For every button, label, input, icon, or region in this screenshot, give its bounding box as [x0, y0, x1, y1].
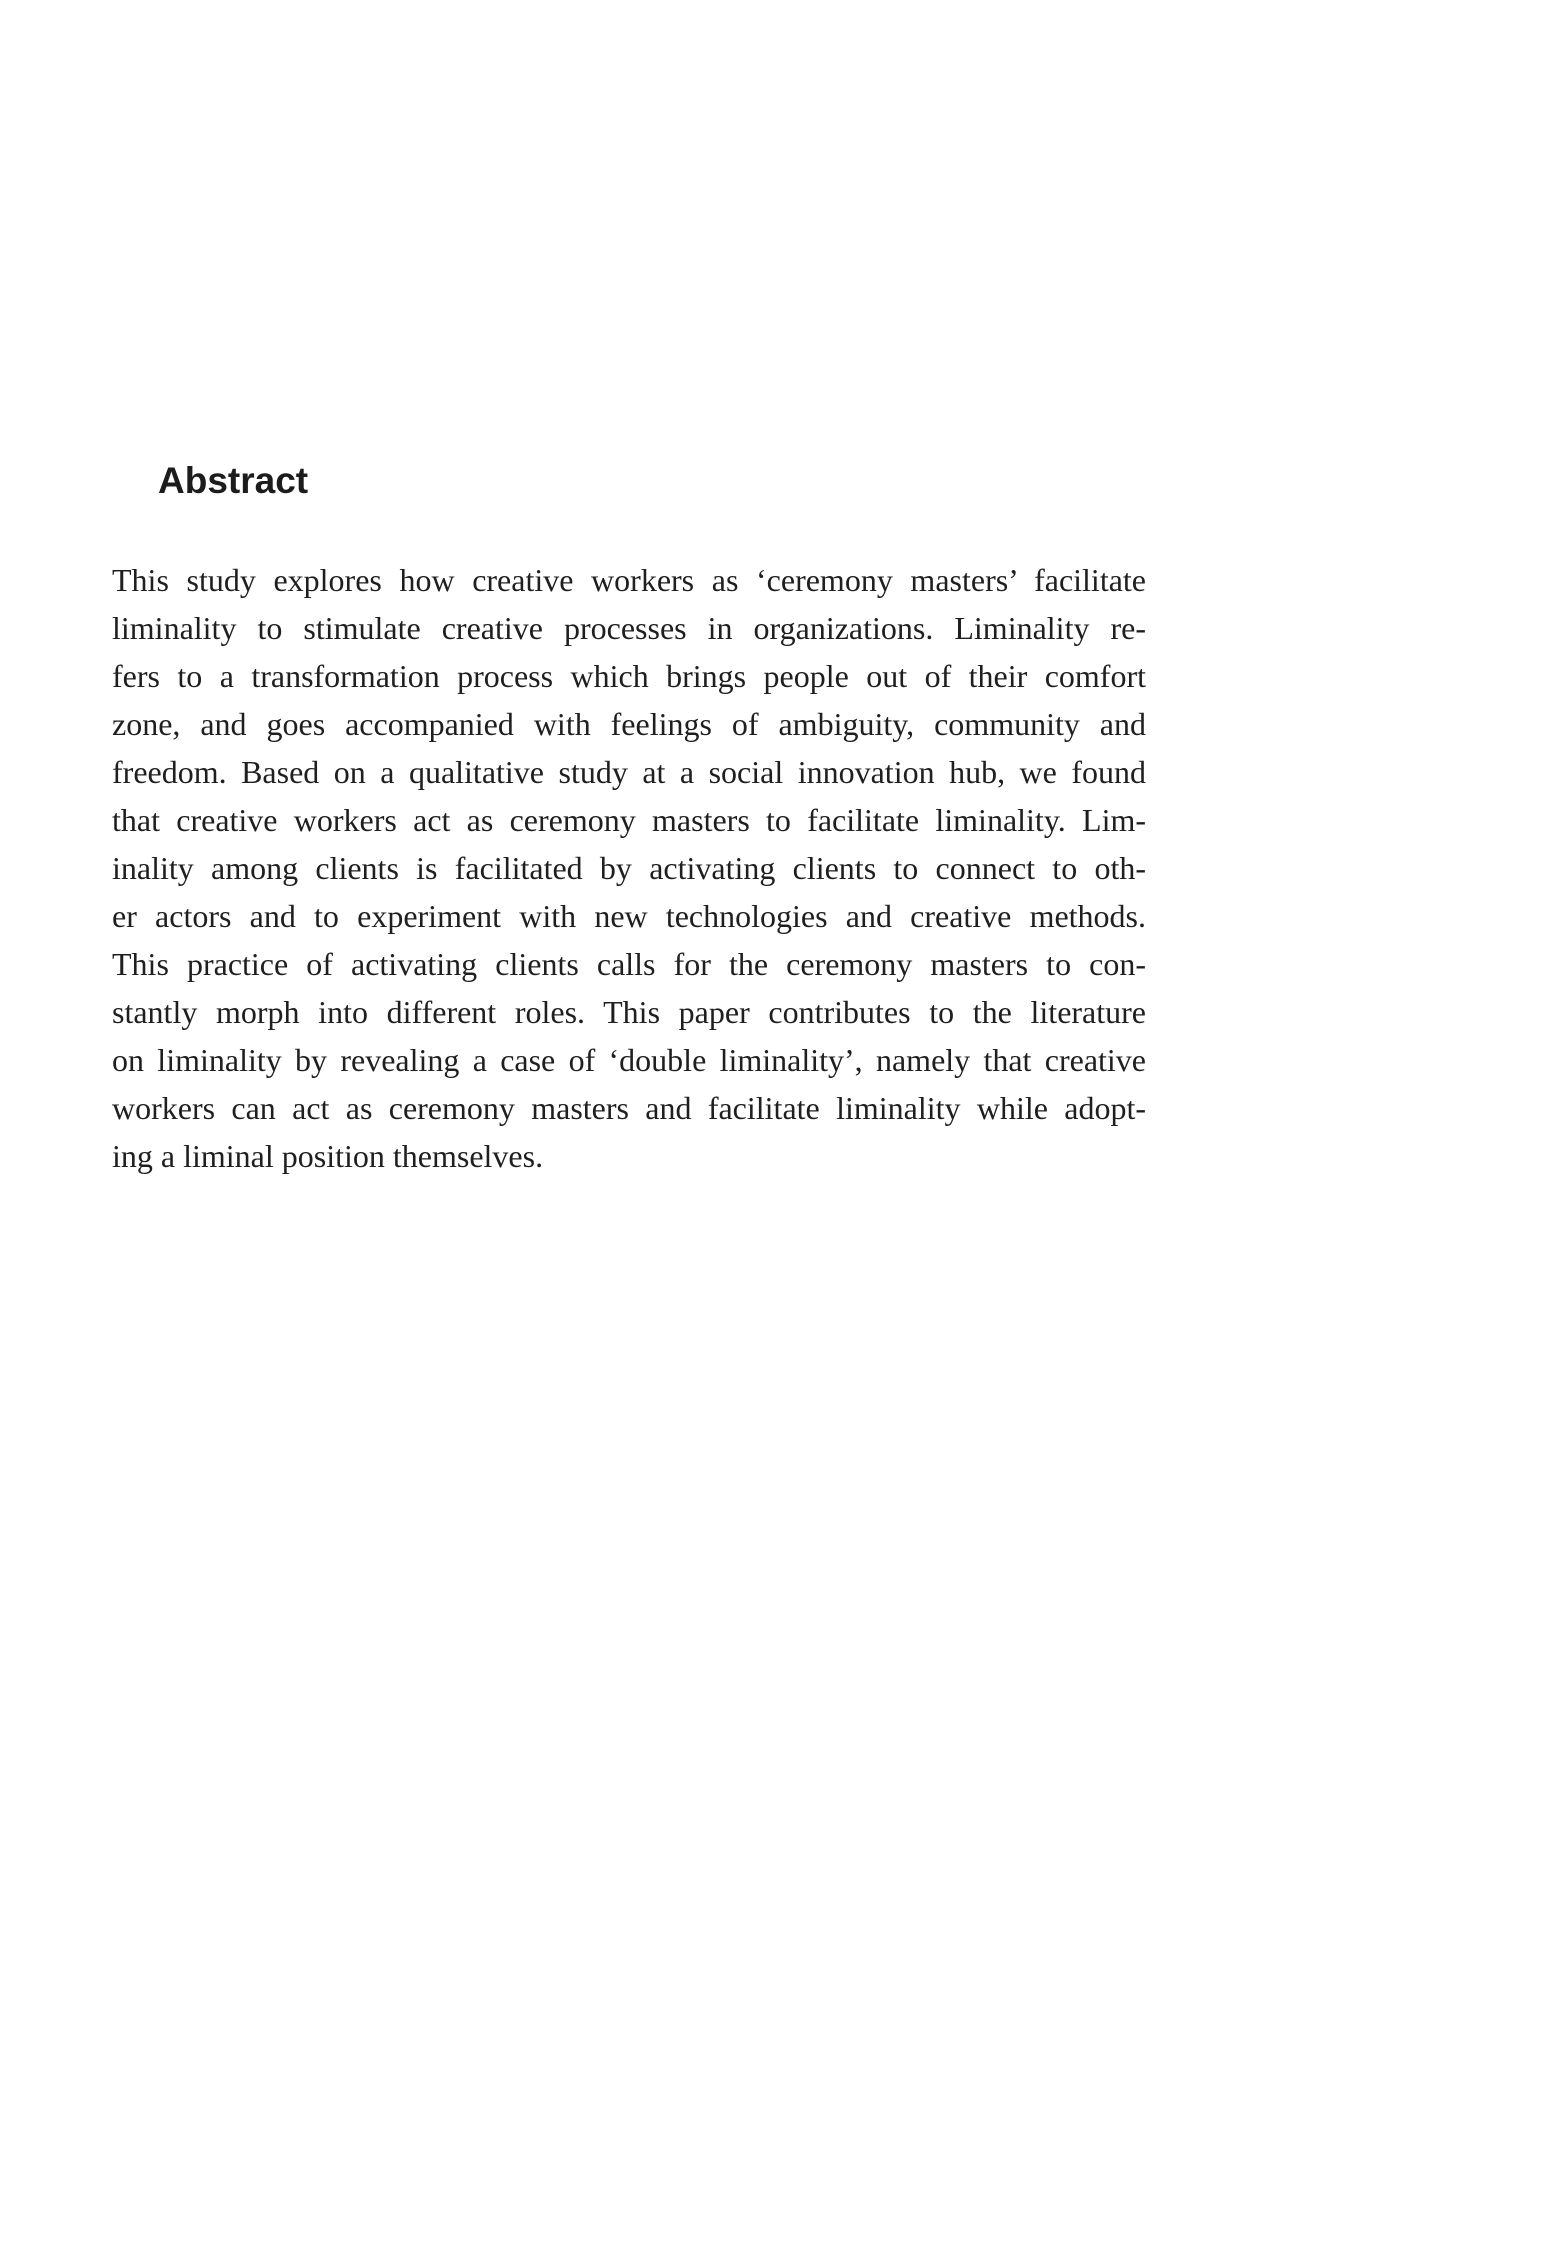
- abstract-line: workers can act as ceremony masters and facilitate liminality while adopt-: [112, 1090, 1146, 1126]
- abstract-line: fers to a transformation process which brings people out of their comfort: [112, 658, 1146, 694]
- abstract-line: er actors and to experiment with new technologies and creative methods.: [112, 898, 1146, 934]
- abstract-line: This study explores how creative workers as ‘ceremony masters’ facilitate: [112, 562, 1146, 598]
- abstract-line: inality among clients is facilitated by activating clients to connect to oth-: [112, 850, 1146, 886]
- abstract-line: This practice of activating clients calls for the ceremony masters to con-: [112, 946, 1146, 982]
- abstract-line: freedom. Based on a qualitative study at a social innovation hub, we found: [112, 754, 1146, 790]
- abstract-line: liminality to stimulate creative processes in organizations. Liminality re-: [112, 610, 1146, 646]
- abstract-line: stantly morph into different roles. This paper contributes to the literature: [112, 994, 1146, 1030]
- abstract-line: ing a liminal position themselves.: [112, 1138, 544, 1174]
- abstract-line: on liminality by revealing a case of ‘double liminality’, namely that creative: [112, 1042, 1146, 1078]
- abstract-line: that creative workers act as ceremony masters to facilitate liminality. Lim-: [112, 802, 1146, 838]
- abstract-body: [112, 556, 1146, 1180]
- abstract-heading: Abstract: [158, 460, 309, 501]
- abstract-line: zone, and goes accompanied with feelings of ambiguity, community and: [112, 706, 1146, 742]
